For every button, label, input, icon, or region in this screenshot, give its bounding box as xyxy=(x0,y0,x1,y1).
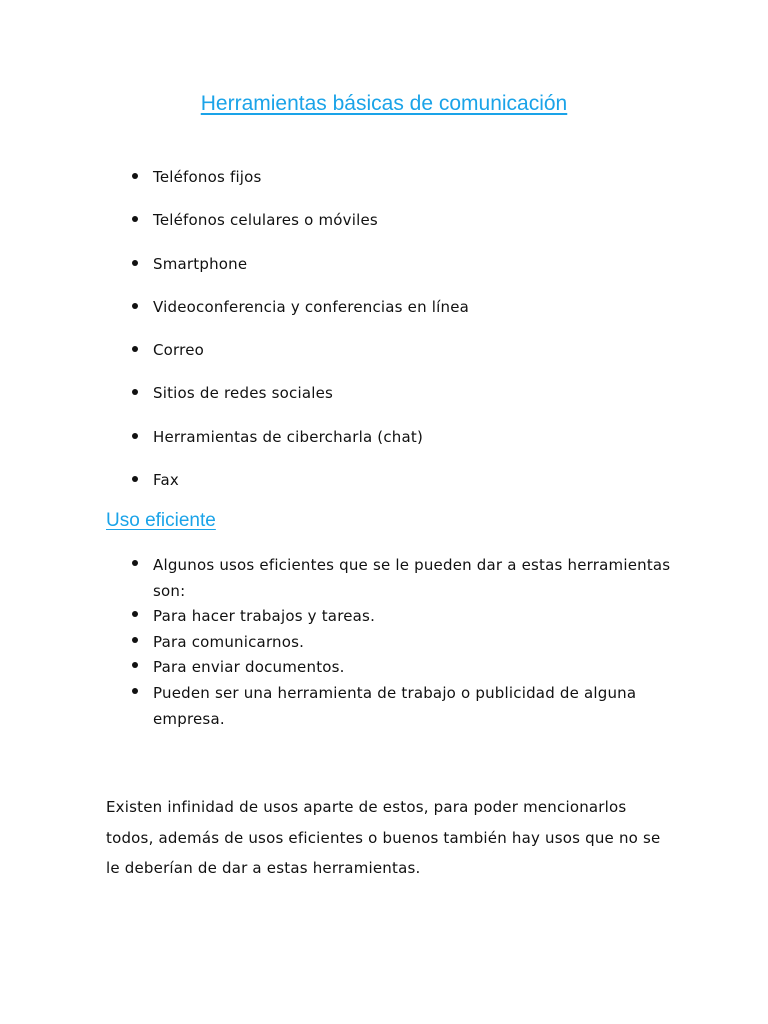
list-item xyxy=(129,681,689,732)
list-item-text: Correo xyxy=(153,341,204,360)
list-item xyxy=(129,426,689,469)
bullet-icon xyxy=(132,637,138,643)
document-title: Herramientas básicas de comunicación xyxy=(200,92,568,115)
bullet-icon xyxy=(132,346,138,352)
closing-paragraph: Existen infinidad de usos aparte de estos, para poder mencionarlos todos, además de usos eficientes o buenos también hay usos que no se le deberían de dar a estas herramientas. xyxy=(106,798,661,877)
bullet-icon xyxy=(132,662,138,668)
bullet-icon xyxy=(132,560,138,566)
list-item xyxy=(129,630,689,656)
list-item-text: Para hacer trabajos y tareas. xyxy=(153,607,376,626)
list-item xyxy=(129,339,689,382)
list-item xyxy=(129,382,689,425)
list-item-text: Teléfonos fijos xyxy=(153,168,262,186)
tools-list xyxy=(129,166,689,512)
bullet-icon xyxy=(132,688,138,694)
bullet-icon xyxy=(132,389,138,395)
list-item xyxy=(129,655,689,681)
bullet-icon xyxy=(132,476,138,482)
bullet-icon xyxy=(132,216,138,222)
list-item xyxy=(129,296,689,339)
list-item-text: Sitios de redes sociales xyxy=(153,384,334,403)
section-heading: Uso eficiente xyxy=(106,510,216,531)
bullet-icon xyxy=(132,433,138,439)
list-item-text: Para enviar documentos. xyxy=(153,658,345,677)
list-item xyxy=(129,253,689,296)
list-item-text: Teléfonos celulares o móviles xyxy=(153,211,378,230)
list-item xyxy=(129,469,689,512)
bullet-icon xyxy=(132,611,138,617)
list-item xyxy=(129,604,689,630)
list-item-text: Algunos usos eficientes que se le pueden dar a estas herramientas son: xyxy=(153,556,671,600)
list-item-text: Pueden ser una herramienta de trabajo o publicidad de alguna empresa. xyxy=(153,683,637,728)
bullet-icon xyxy=(132,173,138,179)
list-item-text: Videoconferencia y conferencias en línea xyxy=(153,297,470,316)
list-item xyxy=(129,166,689,209)
list-item-text: Smartphone xyxy=(153,254,248,273)
bullet-icon xyxy=(132,260,138,266)
uses-list xyxy=(129,553,689,732)
list-item-text: Fax xyxy=(153,471,179,490)
list-item-text: Herramientas de cibercharla (chat) xyxy=(153,427,424,446)
list-item-text: Para comunicarnos. xyxy=(153,632,305,651)
list-item xyxy=(129,209,689,252)
bullet-icon xyxy=(132,303,138,309)
list-item xyxy=(129,553,689,604)
